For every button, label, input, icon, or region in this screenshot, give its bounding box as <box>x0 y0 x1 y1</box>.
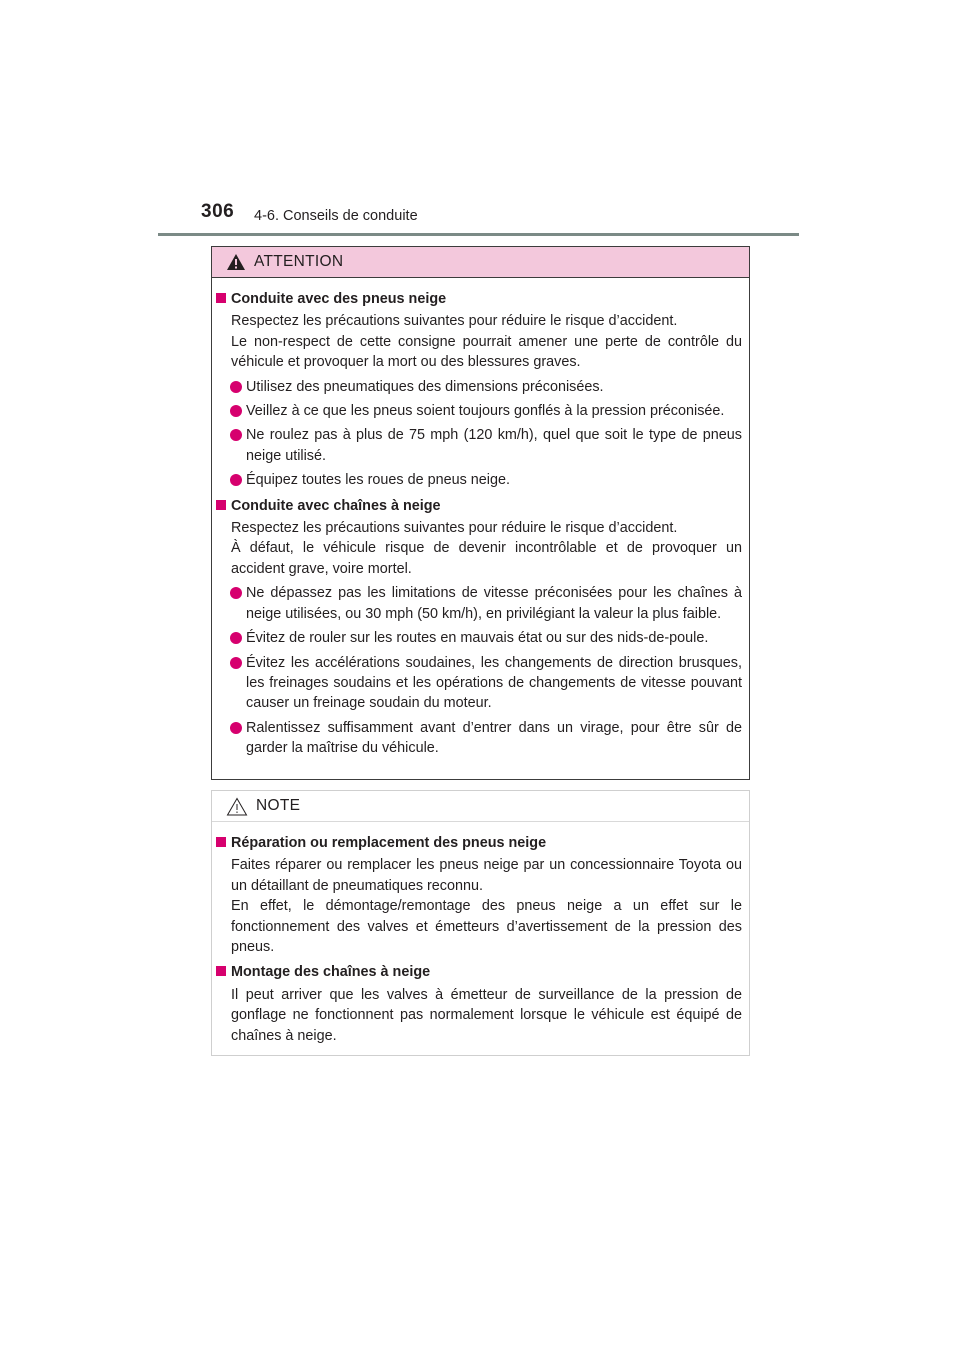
circle-bullet-icon <box>230 632 242 644</box>
header-rule <box>158 233 799 236</box>
section-title: 4-6. Conseils de conduite <box>254 208 418 224</box>
square-bullet-icon <box>216 293 226 303</box>
warning-intro: Respectez les précautions suivantes pour réduire le risque d’accident. <box>231 520 678 537</box>
circle-bullet-icon <box>230 381 242 393</box>
warning-intro: Respectez les précautions suivantes pour réduire le risque d’accident. <box>231 313 678 330</box>
list-item: Évitez de rouler sur les routes en mauvais état ou sur des nids-de-poule. <box>216 628 742 648</box>
warning-section-heading: Conduite avec des pneus neige <box>216 289 742 309</box>
note-title: NOTE <box>256 797 301 814</box>
list-item: Veillez à ce que les pneus soient toujours gonflés à la pression préconisée. <box>216 401 742 421</box>
note-paragraph: Faites réparer ou remplacer les pneus neige par un concessionnaire Toyota ou un détaillant de pneumatiques reconnu. <box>231 857 742 894</box>
circle-bullet-icon <box>230 722 242 734</box>
warning-box <box>211 246 750 780</box>
list-item: Équipez toutes les roues de pneus neige. <box>216 470 742 490</box>
warning-section-heading: Conduite avec chaînes à neige <box>216 496 742 516</box>
list-item: Évitez les accélérations soudaines, les changements de direction brusques, les freinages soudains et les opérations de changements de vitesse pouvant causer un freinage soudain du moteur. <box>216 653 742 714</box>
warning-title: ATTENTION <box>254 253 344 270</box>
note-header <box>212 791 749 822</box>
note-section-heading: Réparation ou remplacement des pneus neige <box>216 833 742 853</box>
note-section-heading: Montage des chaînes à neige <box>216 962 742 982</box>
circle-bullet-icon <box>230 429 242 441</box>
list-item: Ralentissez suffisamment avant d’entrer dans un virage, pour être sûr de garder la maîtrise du véhicule. <box>216 718 742 759</box>
circle-bullet-icon <box>230 474 242 486</box>
list-item: Ne roulez pas à plus de 75 mph (120 km/h), quel que soit le type de pneus neige utilisé. <box>216 425 742 466</box>
caution-triangle-outline-icon <box>226 797 248 816</box>
square-bullet-icon <box>216 966 226 976</box>
warning-header <box>212 247 749 278</box>
list-item: Utilisez des pneumatiques des dimensions préconisées. <box>216 377 742 397</box>
note-paragraph: En effet, le démontage/remontage des pneus neige a un effet sur le fonctionnement des valves et émetteurs d’avertissement de la pression des pneus. <box>231 898 742 956</box>
list-item: Ne dépassez pas les limitations de vitesse préconisées pour les chaînes à neige utilisées, ou 30 mph (50 km/h), en privilégiant la valeur la plus faible. <box>216 583 742 624</box>
note-paragraph: Il peut arriver que les valves à émetteur de surveillance de la pression de gonflage ne fonctionnent pas normalement lorsque le véhicule est équipé de chaînes à neige. <box>231 986 742 1044</box>
page-number: 306 <box>201 201 235 222</box>
circle-bullet-icon <box>230 657 242 669</box>
square-bullet-icon <box>216 837 226 847</box>
circle-bullet-icon <box>230 587 242 599</box>
note-box <box>211 790 750 1056</box>
warning-triangle-icon <box>226 253 246 271</box>
circle-bullet-icon <box>230 405 242 417</box>
warning-intro: À défaut, le véhicule risque de devenir incontrôlable et de provoquer un accident grave, voire mortel. <box>231 540 742 577</box>
square-bullet-icon <box>216 500 226 510</box>
warning-intro: Le non-respect de cette consigne pourrait amener une perte de contrôle du véhicule et provoquer la mort ou des blessures graves. <box>231 333 742 371</box>
